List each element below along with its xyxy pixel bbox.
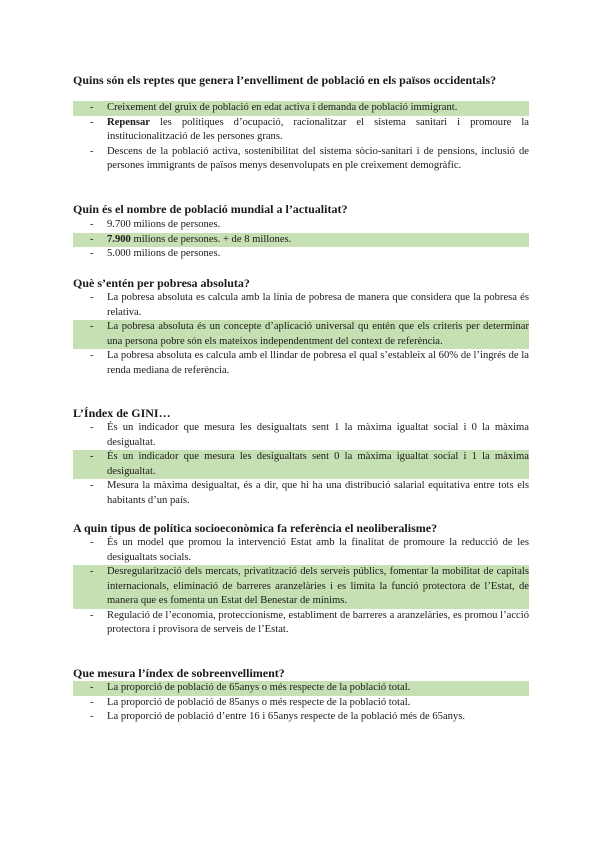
question-4-option-1: - És un indicador que mesura les desigualtats sent 1 la màxima igualtat social i 0 la màxima desigualtat. <box>73 421 529 450</box>
question-5-title: A quin tipus de política socioeconòmica fa referència el neoliberalisme? <box>73 521 438 535</box>
question-6-option-3: - La proporció de població d’entre 16 i 65anys respecte de la població més de 65anys. <box>73 710 529 725</box>
question-1-title: Quins són els reptes que genera l’envelliment de població en els països occidentals? <box>73 73 497 87</box>
question-2-options <box>73 218 529 262</box>
question-6-title: Que mesura l’índex de sobreenvelliment? <box>73 666 285 680</box>
question-3-options <box>73 291 529 378</box>
question-6-option-2: - La proporció de població de 85anys o més respecte de la població total. <box>73 696 529 711</box>
question-6-option-1-highlighted: - La proporció de població de 65anys o més respecte de la població total. <box>73 681 529 696</box>
question-2-option-1: - 9.700 milions de persones. <box>73 218 529 233</box>
question-4-options <box>73 421 529 508</box>
question-3-option-3: - La pobresa absoluta es calcula amb el llindar de pobresa el qual s’estableix al 60% de l’ingrés de la renda mediana de referència. <box>73 349 529 378</box>
question-5-option-3: - Regulació de l’economia, proteccionisme, establiment de barreres a aranzelàries, es promou l’acció protectora i provisora de serveis de l’Estat. <box>73 609 529 638</box>
question-2-option-2-highlighted: - 7.900 milions de persones. + de 8 millones. <box>73 233 529 248</box>
question-1-option-1-highlighted: - Creixement del gruix de població en edat activa i demanda de població immigrant. <box>73 101 529 116</box>
question-5-option-1: - És un model que promou la intervenció Estat amb la finalitat de promoure la reducció de les desigualtats socials. <box>73 536 529 565</box>
question-6-options <box>73 681 529 725</box>
question-3-option-2-highlighted: - La pobresa absoluta és un concepte d’aplicació universal qu entén que els criteris per determinar una persona pobre són els mateixos independentment del context de referència. <box>73 320 529 349</box>
question-3-title: Què s’entén per pobresa absoluta? <box>73 276 250 290</box>
question-3-option-1: - La pobresa absoluta es calcula amb la línia de pobresa de manera que considera que la pobresa és relativa. <box>73 291 529 320</box>
question-2-option-3: - 5.000 milions de persones. <box>73 247 529 262</box>
question-1-option-3: - Descens de la població activa, sostenibilitat del sistema sòcio-sanitari i de pensions, inclusió de persones immigrants de països menys desenvolupats en ple creixement demogràfic. <box>73 145 529 174</box>
question-4-option-2-highlighted: - És un indicador que mesura les desigualtats sent 0 la màxima igualtat social i 1 la màxima desigualtat. <box>73 450 529 479</box>
question-1-option-2: - Repensar les polítiques d’ocupació, racionalitzar el sistema sanitari i promoure la institucionalització de les persones grans. <box>73 116 529 145</box>
question-5-option-2-highlighted: - Desregularització dels mercats, privatització dels serveis públics, fomentar la mobilitat de capitals internacionals, eliminació de barreres aranzelàries i es limita la funció protectora de l’Estat, de manera que es fomenta un Estat del Benestar de mínims. <box>73 565 529 609</box>
question-4-option-3: - Mesura la màxima desigualtat, és a dir, que hi ha una distribució salarial equitativa entre tots els habitants d’un país. <box>73 479 529 508</box>
question-2-title: Quin és el nombre de població mundial a l’actualitat? <box>73 202 348 216</box>
question-1-options <box>73 101 529 174</box>
question-5-options <box>73 536 529 638</box>
question-4-title: L’Índex de GINI… <box>73 406 171 420</box>
